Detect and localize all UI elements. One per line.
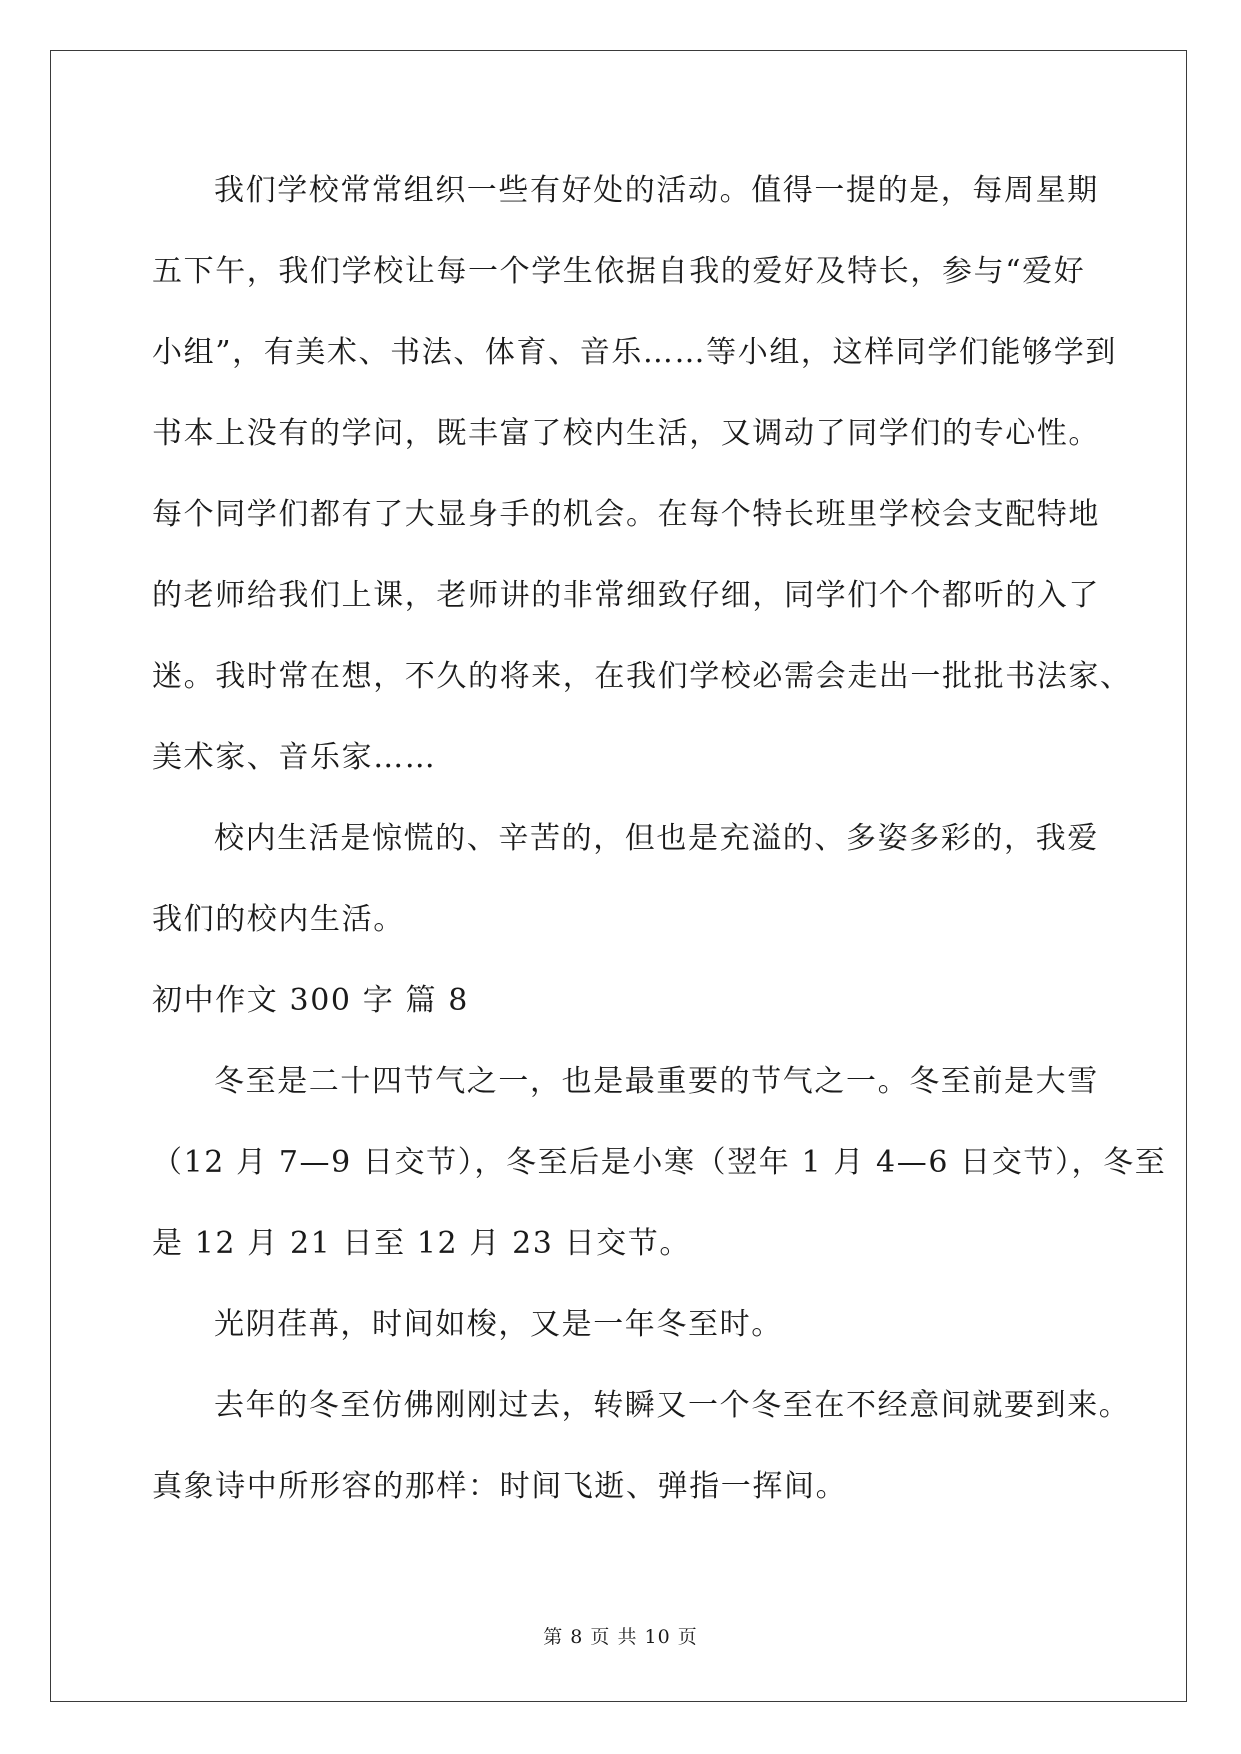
paragraph-line: 书本上没有的学问，既丰富了校内生活，又调动了同学们的专心性。 [152,416,1100,451]
section-heading: 初中作文 300 字 篇 8 [152,983,469,1018]
paragraph-line: 校内生活是惊慌的、辛苦的，但也是充溢的、多姿多彩的，我爱 [214,821,1099,856]
paragraph-line: 真象诗中所形容的那样：时间飞逝、弹指一挥间。 [152,1469,848,1504]
paragraph-line: 五下午，我们学校让每一个学生依据自我的爱好及特长，参与“爱好 [152,254,1086,289]
paragraph-line: 去年的冬至仿佛刚刚过去，转瞬又一个冬至在不经意间就要到来。 [214,1388,1131,1423]
paragraph-line: 我们的校内生活。 [152,902,405,937]
paragraph-line: 每个同学们都有了大显身手的机会。在每个特长班里学校会支配特地 [152,497,1100,532]
paragraph-line: 冬至是二十四节气之一，也是最重要的节气之一。冬至前是大雪 [214,1064,1099,1099]
paragraph-line: 的老师给我们上课，老师讲的非常细致仔细，同学们个个都听的入了 [152,578,1100,613]
paragraph-line: 是 12 月 21 日至 12 月 23 日交节。 [152,1226,691,1261]
page-number: 第 8 页 共 10 页 [543,1626,698,1648]
paragraph-line: （12 月 7—9 日交节），冬至后是小寒（翌年 1 月 4—6 日交节），冬至 [152,1145,1167,1180]
paragraph-line: 光阴荏苒，时间如梭，又是一年冬至时。 [214,1307,783,1342]
paragraph-line: 美术家、音乐家…… [152,740,437,775]
paragraph-line: 迷。我时常在想，不久的将来，在我们学校必需会走出一批批书法家、 [152,659,1132,694]
paragraph-line: 我们学校常常组织一些有好处的活动。值得一提的是，每周星期 [214,173,1099,208]
paragraph-line: 小组”，有美术、书法、体育、音乐……等小组，这样同学们能够学到 [152,335,1117,370]
document-body [152,150,1167,1527]
